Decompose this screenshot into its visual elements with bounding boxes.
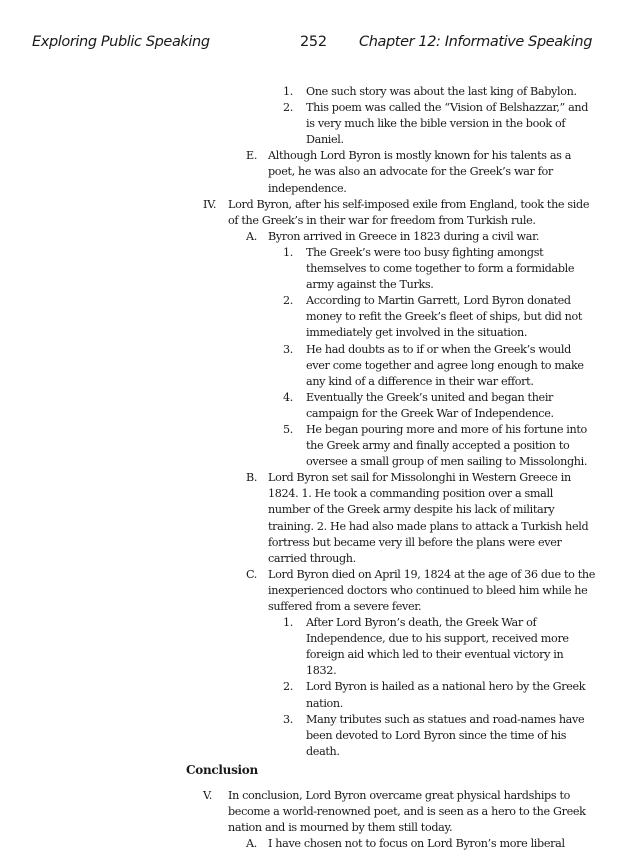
item-text: After Lord Byron’s death, the Greek War of Independence, due to his support, received more foreign aid which led to their eventual victory in 1832.	[306, 616, 569, 678]
item-text: This poem was called the “Vision of Belshazzar,” and is very much like the bible version in the book of Daniel.	[306, 101, 589, 147]
item-number: 4.	[283, 390, 293, 404]
item-text: Although Lord Byron is mostly known for his talents as a poet, he was also an advocate for the Greek’s war for independence.	[268, 149, 572, 195]
outline-item	[0, 342, 630, 390]
item-roman: V.	[203, 789, 212, 803]
outline-item	[0, 390, 630, 422]
item-text: He began pouring more and more of his fortune into the Greek army and finally accepted a position to oversee a small group of men sailing to Missolonghi.	[306, 422, 588, 469]
outline-item	[0, 422, 630, 470]
item-text: Lord Byron is hailed as a national hero by the Greek nation.	[306, 680, 586, 710]
outline-item	[0, 245, 630, 293]
item-roman: IV.	[203, 197, 217, 211]
item-number: 3.	[283, 712, 293, 726]
outline-item	[0, 293, 630, 341]
item-text: Lord Byron, after his self-imposed exile from England, took the side of the Greek’s in their war for freedom from Turkish rule.	[228, 197, 590, 227]
outline-item	[0, 229, 630, 245]
item-text: Lord Byron died on April 19, 1824 at the age of 36 due to the inexperienced doctors who continued to bleed him while he suffered from a severe fever.	[268, 567, 596, 613]
item-text: In conclusion, Lord Byron overcame great physical hardships to become a world-renowned poet, and is seen as a hero to the Greek nation and is mourned by them still today.	[228, 789, 586, 835]
item-letter: A.	[246, 229, 257, 243]
item-number: 2.	[283, 294, 293, 308]
chapter-title: Chapter 12: Informative Speaking	[359, 34, 592, 50]
conclusion-heading: Conclusion	[186, 762, 258, 777]
item-letter: E.	[246, 149, 258, 163]
item-letter: C.	[246, 567, 258, 581]
item-text: Eventually the Greek’s united and began their campaign for the Greek War of Independence.	[306, 390, 554, 420]
outline-item	[0, 836, 630, 852]
item-text: Many tributes such as statues and road-names have been devoted to Lord Byron since the time of his death.	[306, 712, 585, 758]
outline-item	[0, 567, 630, 615]
outline-item	[0, 84, 630, 100]
book-title: Exploring Public Speaking	[32, 34, 210, 50]
outline-item	[0, 679, 630, 711]
outline-item	[0, 197, 630, 229]
item-text: I have chosen not to focus on Lord Byron’s more liberal	[268, 837, 565, 851]
outline-item	[0, 148, 630, 196]
outline-item	[0, 712, 630, 760]
item-text: One such story was about the last king of Babylon.	[306, 85, 577, 98]
item-text: Lord Byron set sail for Missolonghi in Western Greece in 1824. 1. He took a commanding position over a small number of the Greek army despite his lack of military training. 2. He had also made plans to attack a Turkish held fortress but became very ill before the plans were ever carried through.	[268, 471, 589, 565]
item-text: He had doubts as to if or when the Greek’s would ever come together and agree long enough to make any kind of a difference in their war effort.	[306, 342, 584, 388]
outline-item	[0, 788, 630, 836]
item-number: 2.	[283, 101, 293, 115]
outline-item	[0, 615, 630, 679]
outline-body	[0, 84, 630, 852]
item-text: The Greek’s were too busy fighting amongst themselves to come together to form a formidable army against the Turks.	[306, 245, 575, 292]
item-text: According to Martin Garrett, Lord Byron donated money to refit the Greek’s fleet of ships, but did not immediately get involved in the situation.	[306, 294, 583, 340]
outline-item	[0, 100, 630, 148]
item-number: 3.	[283, 342, 293, 356]
item-number: 2.	[283, 680, 293, 694]
outline-item	[0, 470, 630, 567]
item-text: Byron arrived in Greece in 1823 during a civil war.	[268, 229, 540, 243]
item-letter: B.	[246, 471, 258, 485]
running-header	[0, 34, 630, 54]
item-number: 1.	[283, 245, 293, 259]
item-number: 1.	[283, 616, 293, 630]
item-letter: A.	[246, 837, 257, 851]
page-number: 252	[300, 34, 327, 50]
item-number: 1.	[283, 85, 293, 98]
item-number: 5.	[283, 422, 293, 436]
